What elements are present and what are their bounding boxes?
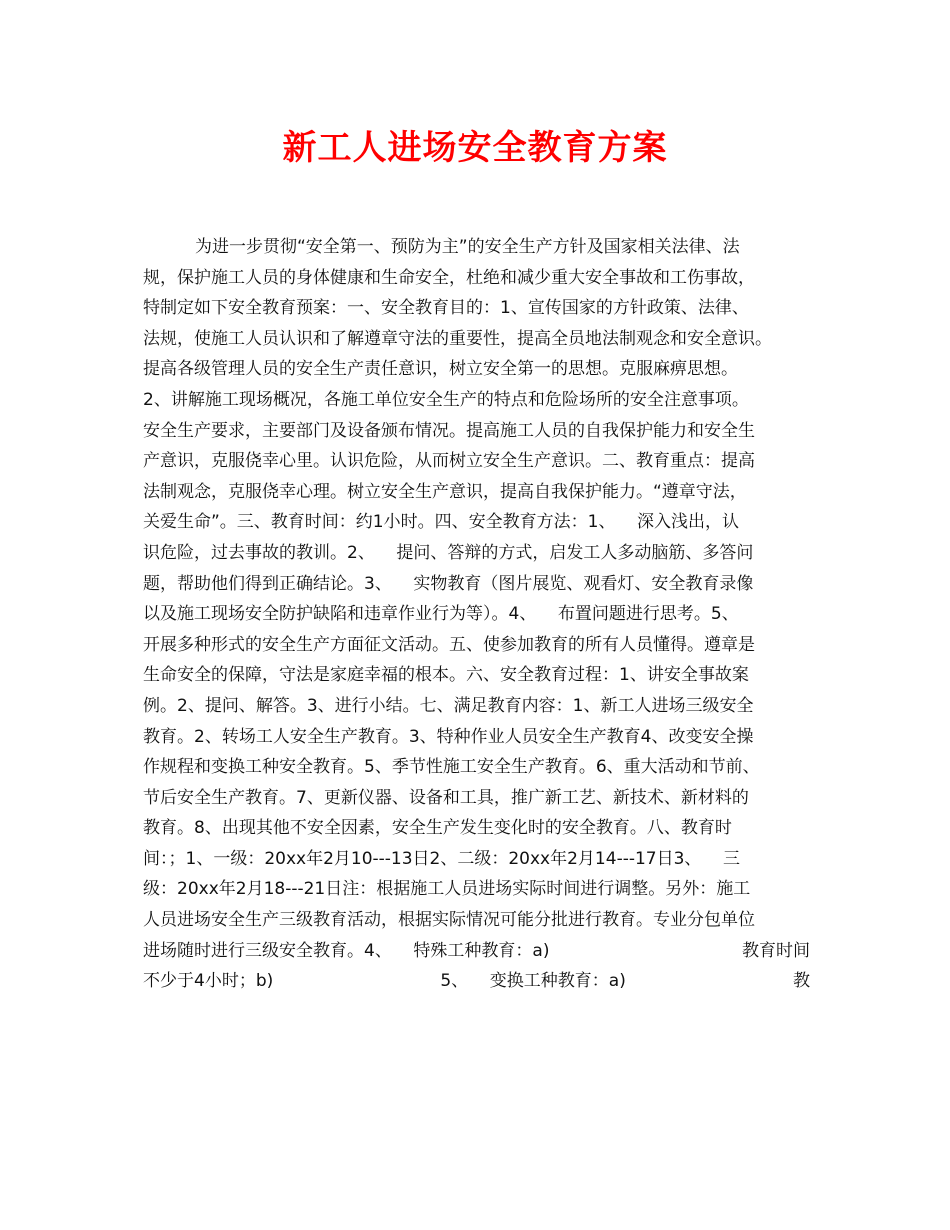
paragraph-line: 间：；1、一级：20xx年2月10---13日2、二级：20xx年2月14---17日3、 三: [143, 848, 741, 869]
document-body: [143, 232, 810, 997]
paragraph-line: 2、讲解施工现场概况，各施工单位安全生产的特点和危险场所的安全注意事项。: [143, 389, 749, 410]
paragraph-line: 法规，使施工人员认识和了解遵章守法的重要性，提高全员地法制观念和安全意识。: [143, 328, 772, 349]
line-segment: 进场随时进行三级安全教育。4、 特殊工种教育：a): [143, 940, 550, 961]
line-segment: 教育时间: [742, 940, 810, 961]
line-segment: 5、 变换工种教育：a): [440, 971, 626, 992]
paragraph-line: 节后安全生产教育。7、更新仪器、设备和工具，推广新工艺、新技术、新材料的: [143, 787, 749, 808]
paragraph-line: 产意识，克服侥幸心里。认识危险，从而树立安全生产意识。二、教育重点：提高: [143, 451, 755, 472]
paragraph-line: 人员进场安全生产三级教育活动，根据实际情况可能分批进行教育。专业分包单位: [143, 910, 755, 931]
paragraph-line: 提高各级管理人员的安全生产责任意识，树立安全第一的思想。克服麻痹思想。: [143, 359, 738, 380]
paragraph-line: 题，帮助他们得到正确结论。3、 实物教育（图片展览、观看灯、安全教育录像: [143, 573, 754, 594]
line-segment: 不少于4小时；b): [143, 971, 274, 992]
paragraph-line: 规，保护施工人员的身体健康和生命安全，杜绝和减少重大安全事故和工伤事故，: [143, 267, 755, 288]
paragraph-line: 法制观念，克服侥幸心理。树立安全生产意识，提高自我保护能力。“遵章守法，: [143, 481, 747, 502]
paragraph-line: [143, 966, 810, 997]
paragraph-line: 特制定如下安全教育预案：一、安全教育目的：1、宣传国家的方针政策、法律、: [143, 298, 749, 319]
paragraph-line: 开展多种形式的安全生产方面征文活动。五、使参加教育的所有人员懂得。遵章是: [143, 634, 755, 655]
paragraph-line: [143, 936, 810, 967]
paragraph-line: 例。2、提问、解答。3、进行小结。七、满足教育内容：1、新工人进场三级安全: [143, 695, 754, 716]
line-segment: 教: [792, 971, 810, 992]
paragraph-line: 作规程和变换工种安全教育。5、季节性施工安全生产教育。6、重大活动和节前、: [143, 757, 760, 778]
paragraph-line: 安全生产要求，主要部门及设备颁布情况。提高施工人员的自我保护能力和安全生: [143, 420, 755, 441]
paragraph-line: 识危险，过去事故的教训。2、 提问、答辩的方式，启发工人多动脑筋、多答问: [143, 542, 754, 563]
paragraph-line: 教育。2、转场工人安全生产教育。3、特种作业人员安全生产教育4、改变安全操: [143, 726, 754, 747]
paragraph-line: 级：20xx年2月18---21日注：根据施工人员进场实际时间进行调整。另外：施工: [143, 879, 751, 900]
paragraph-line: 生命安全的保障，守法是家庭幸福的根本。六、安全教育过程：1、讲安全事故案: [143, 665, 749, 686]
paragraph-line: 关爱生命”。三、教育时间：约1小时。四、安全教育方法：1、 深入浅出，认: [143, 512, 740, 533]
paragraph-line: 以及施工现场安全防护缺陷和违章作业行为等）。4、 布置问题进行思考。5、: [143, 604, 739, 625]
paragraph-line: 为进一步贯彻“安全第一、预防为主”的安全生产方针及国家相关法律、法: [195, 237, 740, 257]
page-title: 新工人进场安全教育方案: [282, 128, 668, 168]
paragraph-line: 教育。8、出现其他不安全因素，安全生产发生变化时的安全教育。八、教育时: [143, 818, 732, 839]
